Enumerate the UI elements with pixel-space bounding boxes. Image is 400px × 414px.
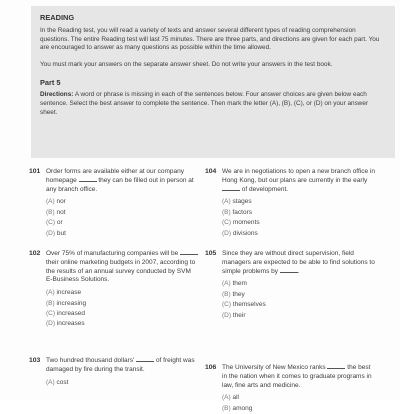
option-letter: (A) [222,394,233,402]
option-text: stages [232,198,252,206]
answer-option-c[interactable] [222,300,375,310]
answer-option-a[interactable] [222,197,375,207]
question-number: 104 [205,168,217,175]
option-text: or [56,219,63,227]
question-text: The University of New Mexico ranks the best in the nation when it comes to graduate programs in law, fine arts and medicine. [222,364,372,389]
option-letter: (A) [46,378,57,386]
option-text: increased [56,310,86,317]
option-text: cost [56,378,69,386]
answer-option-d[interactable] [222,229,375,239]
option-letter: (B) [222,290,233,298]
option-text: nor [56,198,66,206]
answer-option-b[interactable] [46,208,199,218]
option-text: increasing [56,299,87,307]
answer-options [46,288,199,330]
directions-label: Directions: [40,91,74,99]
question-105 [205,250,375,321]
option-text: themselves [232,301,266,309]
option-letter: (A) [46,198,57,206]
option-text: their [232,311,246,319]
answer-blank [180,250,198,255]
answer-option-d[interactable] [46,229,199,239]
directions-paragraph [40,91,386,117]
question-104 [205,168,375,239]
question-number: 105 [205,250,217,257]
question-text: Order forms are available either at our company homepage they can be filled out in person at any branch office. [46,168,194,193]
section-heading: READING [40,13,75,22]
answer-option-c[interactable] [46,218,199,228]
option-letter: (A) [222,280,233,288]
part-heading: Part 5 [40,78,61,88]
answer-blank [79,177,97,182]
answer-option-d[interactable] [46,319,199,329]
answer-option-a[interactable] [46,197,199,207]
question-number: 102 [29,250,41,257]
question-number: 101 [29,168,41,175]
directions-text: A word or phrase is missing in each of the sentences below. Four answer choices are given below each sentence. Select the best answer to complete the sentence. Then mark the letter (A), (B), (C), or (D) on your answer sheet. [40,91,369,116]
option-text: increases [56,320,85,328]
option-text: they [232,290,245,298]
option-text: factors [232,208,252,216]
option-letter: (D) [46,229,57,237]
answer-options [222,197,375,239]
answer-option-b[interactable] [46,299,199,309]
answer-blank [327,364,345,369]
answer-option-a[interactable] [46,288,199,298]
answer-option-b[interactable] [222,290,375,300]
option-letter: (A) [222,198,233,206]
answer-option-a[interactable] [222,393,375,403]
question-103 [29,357,199,388]
answer-option-b[interactable] [222,208,375,218]
option-text: all [232,394,239,402]
question-text: Two hundred thousand dollars' of freight was damaged by fire during the transit. [46,357,195,373]
answer-option-b[interactable] [222,404,375,414]
option-letter: (A) [46,289,57,297]
reading-intro-paragraph: In the Reading test, you will read a variety of texts and answer several different types of reading comprehension questions. The entire Reading test will last 75 minutes. There are three parts, and directions are given for each part. You are encouraged to answer as many questions as possible within the time allowed. [40,27,380,52]
option-text: but [56,229,66,237]
option-text: them [232,280,247,288]
answer-blank [136,357,154,362]
option-text: increase [56,289,82,297]
option-letter: (D) [46,320,57,328]
answer-options [46,378,199,388]
option-text: divisions [232,229,258,237]
question-106 [205,364,375,414]
answer-options [222,393,375,414]
answer-blank [222,186,240,191]
answer-option-a[interactable] [222,279,375,289]
option-letter: (D) [222,311,233,319]
option-letter: (B) [46,208,57,216]
answer-options [46,197,199,239]
option-letter: (B) [46,299,57,307]
reading-instructions-box [31,6,395,158]
option-text: not [56,208,66,216]
option-text: moments [232,219,260,227]
answer-option-c[interactable] [222,218,375,228]
option-letter: (C) [46,310,57,317]
option-letter: (C) [222,301,233,309]
answer-option-c[interactable] [46,309,199,319]
question-101 [29,168,199,239]
answer-blank [280,268,298,273]
question-text: We are in negotiations to open a new branch office in Hong Kong, but our plans are currently in the early of development. [222,168,375,193]
question-number: 103 [29,357,41,364]
option-letter: (C) [222,219,233,227]
question-text: Since they are without direct supervision, field managers are expected to be able to find solutions to simple problems by . [222,250,375,275]
question-text: Over 75% of manufacturing companies will be their online marketing budgets in 2007, according to the results of an annual survey conducted by SVM E-Business Solutions. [46,250,199,285]
answer-option-a[interactable] [46,378,199,388]
answer-sheet-paragraph: You must mark your answers on the separate answer sheet. Do not write your answers in the test book. [40,60,333,68]
option-letter: (D) [222,229,233,237]
question-number: 106 [205,364,217,371]
answer-options [222,279,375,321]
option-letter: (B) [222,404,233,412]
option-letter: (B) [222,208,233,216]
question-102 [29,250,199,330]
option-text: among [232,404,253,412]
option-letter: (C) [46,219,57,227]
answer-option-d[interactable] [222,311,375,321]
